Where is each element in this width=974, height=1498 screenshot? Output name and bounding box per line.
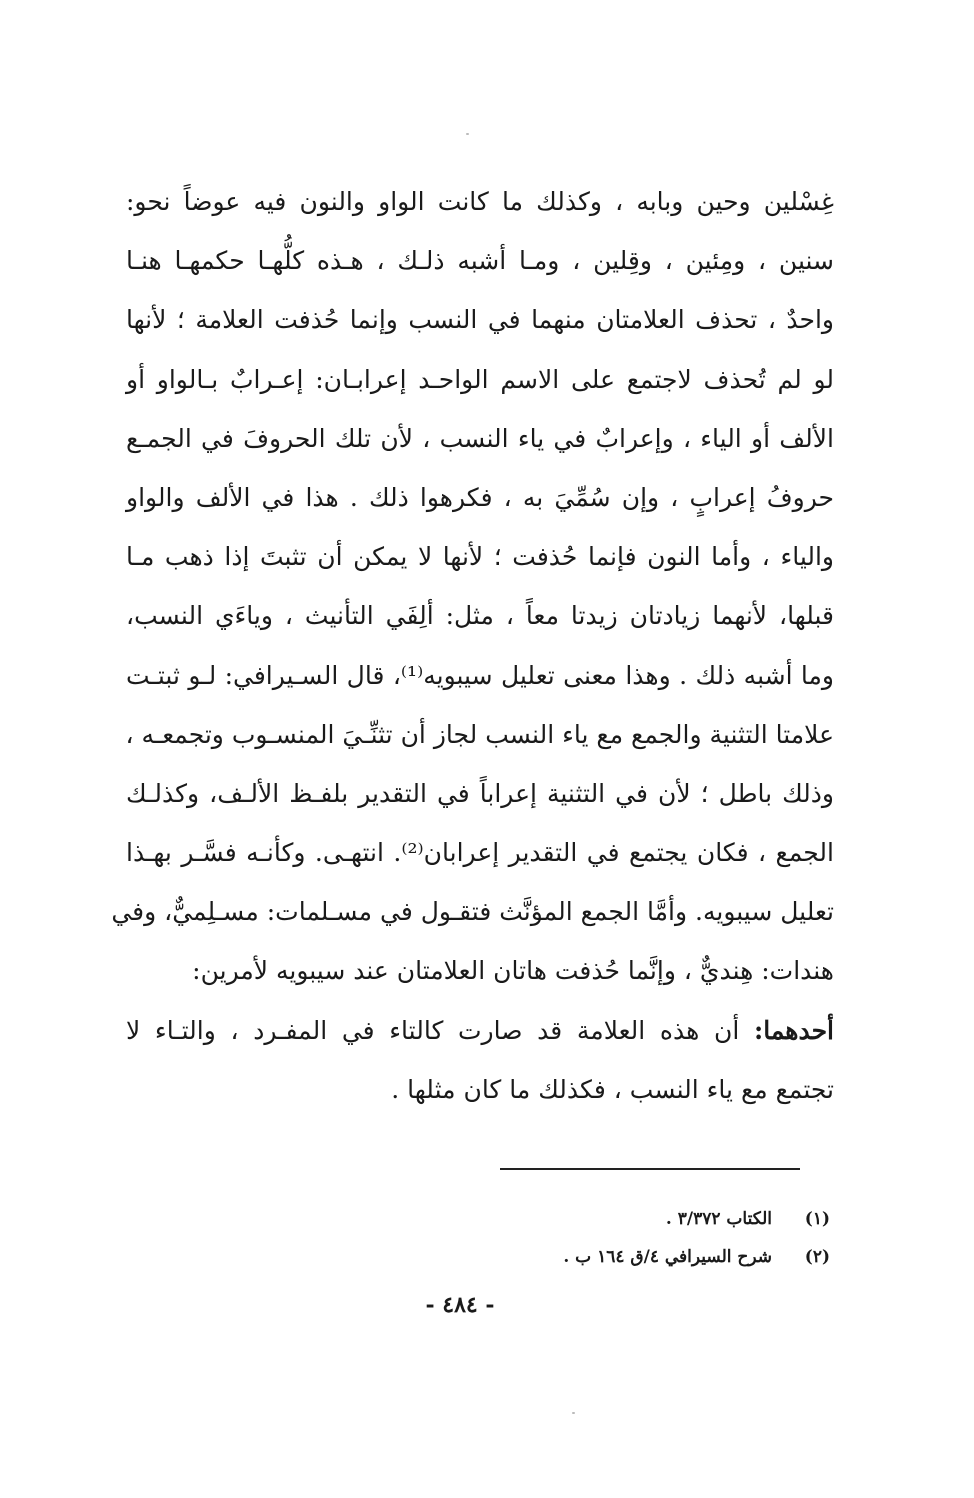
text-line: واحدٌ ، تحذف العلامتان منهما في النسب وإنما حُذفت العلامة ؛ لأنها	[126, 305, 834, 335]
text-line: سنين ، ومِئين ، وقِلين ، ومـا أشبه ذلـك ، هـذه كلُّهـا حكمهـا هنـا	[126, 246, 834, 276]
footnote-separator	[500, 1168, 800, 1170]
main-text-block	[111, 172, 835, 1119]
footnote-number: (٢)	[804, 1247, 830, 1267]
footnotes	[126, 1200, 830, 1276]
footnote-number: (١)	[804, 1209, 830, 1229]
paragraph-first-line	[126, 1001, 834, 1060]
text-line: غِسْلين وحين وبابه ، وكذلك ما كانت الواو والنون فيه عوضاً نحو:	[126, 187, 834, 216]
text-line: وذلك باطل ؛ لأن في التثنية إعراباً في التقدير بلفـظ الألـف، وكذلـك	[126, 778, 834, 808]
paragraph-line-text: أن هذه العلامة قد صارت كالتاء في المفـرد ، والتـاء لا	[126, 1015, 754, 1045]
text-line: قبلها، لأنهما زيادتان زيدتا معاً ، مثل: ألِفَي التأنيث ، وياءَي النسب،	[126, 601, 834, 631]
text-line: الألف أو الياء ، وإعرابٌ في ياء النسب ، لأن تلك الحروفَ في الجمـع	[126, 423, 834, 453]
scan-speck	[466, 133, 469, 135]
text-line: هندات: هِنديٌّ ، وإنَّما حُذفت هاتان العلامتان عند سيبويه لأمرين:	[192, 956, 834, 986]
paragraph-lead-word: أحدهما:	[753, 1015, 834, 1045]
text-line: تعليل سيبويه. وأمَّا الجمع المؤنَّث فتقـول في مسـلمات: مسـلِميٌّ، وفي	[111, 897, 834, 927]
text-line: حروفُ إعرابٍ ، وإن سُمِّيَ به ، فكرهوا ذلك . هذا في الألف والواو	[126, 482, 834, 512]
scan-speck	[572, 1412, 575, 1414]
text-line: الجمع ، فكان يجتمع في التقدير إعرابان⁽²⁾. انتهـى. وكأنـه فسَّـر بهـذا	[126, 838, 834, 868]
text-line: تجتمع مع ياء النسب ، فكذلك ما كان مثلها .	[391, 1074, 834, 1104]
footnote-item	[126, 1238, 830, 1276]
footnote-item	[126, 1200, 830, 1238]
text-line: لو لم تُحذف لاجتمع على الاسم الواحـد إعرابـان: إعـرابٌ بـالواو أو	[126, 364, 834, 394]
text-line: وما أشبه ذلك . وهذا معنى تعليل سيبويه⁽¹⁾، قال السـيرافي: لـو ثبتـت	[126, 660, 835, 690]
page-number: - ٤٨٤ -	[425, 1292, 495, 1318]
text-line: والياء ، وأما النون فإنما حُذفت ؛ لأنها لا يمكن أن تثبتَ إذا ذهب مـا	[126, 542, 834, 572]
footnote-text: الكتاب ٣/٣٧٢ .	[665, 1209, 772, 1229]
text-line: علامتا التثنية والجمع مع ياء النسب لجاز أن تثنِّـيَ المنسـوب وتجمعـه ،	[125, 719, 834, 749]
footnote-text: شرح السيرافي ٤/ق ١٦٤ ب .	[563, 1247, 772, 1267]
